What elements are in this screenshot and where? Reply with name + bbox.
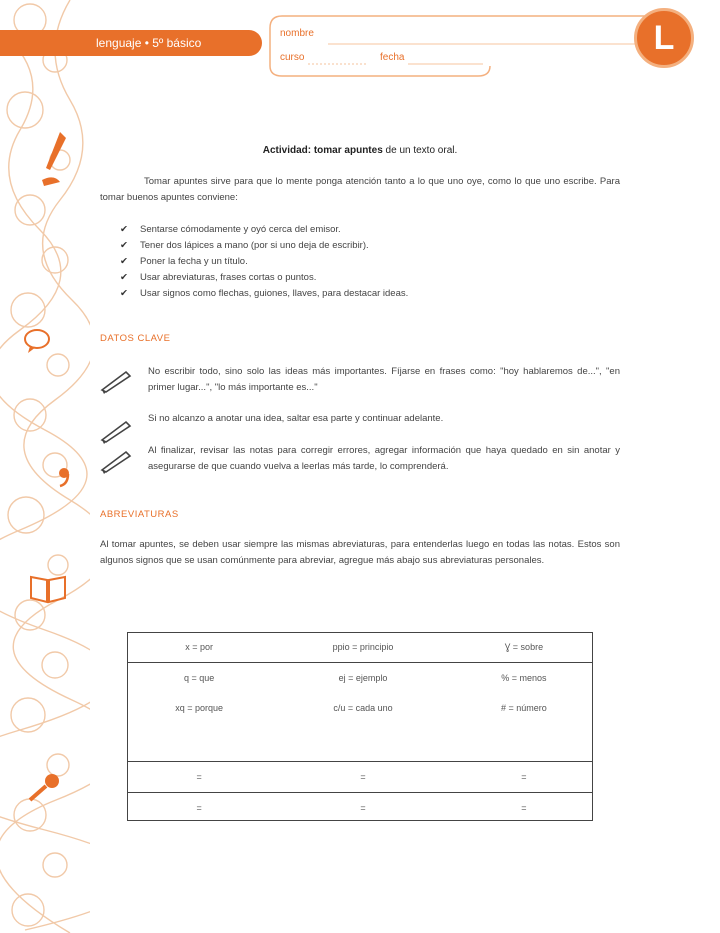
- tips-list: [118, 222, 408, 302]
- abreviaturas-paragraph: Al tomar apuntes, se deben usar siempre las mismas abreviaturas, para entenderlas luego en todas las notas. Estos son algunos signos que se usan comúnmente para abreviar, agregue más abajo sus abreviaturas personales.: [100, 539, 620, 566]
- datos-item-3: Al finalizar, revisar las notas para corregir errores, agregar información que haya quedado en sin anotar y asegurarse de que cuando vuelva a leerlas más tarde, lo comprenderá.: [148, 445, 620, 472]
- table-row: [127, 723, 593, 762]
- tip-text: Tener dos lápices a mano (por si uno deja de escribir).: [140, 240, 369, 251]
- intro-paragraph: Tomar apuntes sirve para que lo mente ponga atención tanto a lo que uno oye, como lo que uno escribe. Para tomar buenos apuntes conviene:: [100, 176, 620, 203]
- tip-text: Usar signos como flechas, guiones, llaves, para destacar ideas.: [140, 288, 409, 299]
- checkmark-icon: ✔: [120, 288, 128, 299]
- table-cell: c/u = cada uno: [333, 703, 393, 713]
- blank-cell: =: [521, 803, 527, 813]
- student-info-box: [268, 14, 660, 78]
- tip-text: Usar abreviaturas, frases cortas o puntos.: [140, 272, 317, 283]
- book-icon: [28, 572, 68, 604]
- speech-bubble-icon: [22, 328, 52, 354]
- date-label: fecha: [380, 52, 405, 63]
- subject-badge: [634, 8, 694, 68]
- blank-cell: =: [271, 762, 455, 793]
- table-cell: % = menos: [501, 673, 547, 683]
- activity-title-bold: Actividad: tomar apuntes: [262, 145, 383, 156]
- blank-cell: =: [127, 762, 271, 793]
- table-row: [127, 663, 593, 694]
- table-row: [127, 762, 593, 793]
- blank-cell: =: [196, 803, 202, 813]
- student-info-frame: [268, 14, 660, 78]
- table-cell: x = por: [127, 632, 271, 663]
- pencil-icon: [100, 448, 132, 474]
- table-row: [127, 632, 593, 663]
- microphone-icon: [26, 772, 62, 802]
- table-cell: # = número: [501, 703, 547, 713]
- abbreviations-table: [127, 632, 593, 823]
- datos-item-2: Si no alcanzo a anotar una idea, saltar esa parte y continuar adelante.: [148, 413, 444, 424]
- activity-title-rest: de un texto oral.: [382, 145, 458, 156]
- datos-clave-heading: DATOS CLAVE: [100, 333, 171, 344]
- checkmark-icon: ✔: [120, 224, 128, 235]
- abreviaturas-heading: ABREVIATURAS: [100, 509, 179, 520]
- list-item: [118, 254, 408, 270]
- datos-item-1: No escribir todo, sino solo las ideas más importantes. Fíjarse en frases como: "hoy hablaremos de...", "en primer lugar...", "lo más importante es...": [148, 366, 620, 393]
- comma-icon: [56, 466, 72, 488]
- blank-cell: =: [455, 762, 593, 793]
- table-cell: q = que: [183, 673, 215, 683]
- blank-cell: =: [360, 803, 366, 813]
- checkmark-icon: ✔: [120, 272, 128, 283]
- list-item: [118, 222, 408, 238]
- name-label: nombre: [280, 28, 314, 39]
- subject-label: lenguaje • 5º básico: [96, 36, 202, 50]
- tip-text: Sentarse cómodamente y oyó cerca del emisor.: [140, 224, 341, 235]
- table-cell: ej = ejemplo: [338, 673, 388, 683]
- list-item: [118, 238, 408, 254]
- pencil-icon: [100, 368, 132, 394]
- subject-banner: [0, 30, 262, 56]
- checkmark-icon: ✔: [120, 256, 128, 267]
- list-item: [118, 286, 408, 302]
- tip-text: Poner la fecha y un título.: [140, 256, 248, 267]
- badge-letter: L: [653, 19, 675, 57]
- list-item: [118, 270, 408, 286]
- checkmark-icon: ✔: [120, 240, 128, 251]
- table-row: [127, 793, 593, 824]
- quill-icon: [40, 130, 70, 190]
- activity-title: [150, 145, 570, 156]
- pencil-icon: [100, 418, 132, 444]
- course-label: curso: [280, 52, 305, 63]
- table-cell: Ɣ = sobre: [455, 632, 593, 663]
- table-cell: xq = porque: [175, 703, 224, 713]
- table-row: [127, 693, 593, 723]
- table-cell: ppio = principio: [271, 632, 455, 663]
